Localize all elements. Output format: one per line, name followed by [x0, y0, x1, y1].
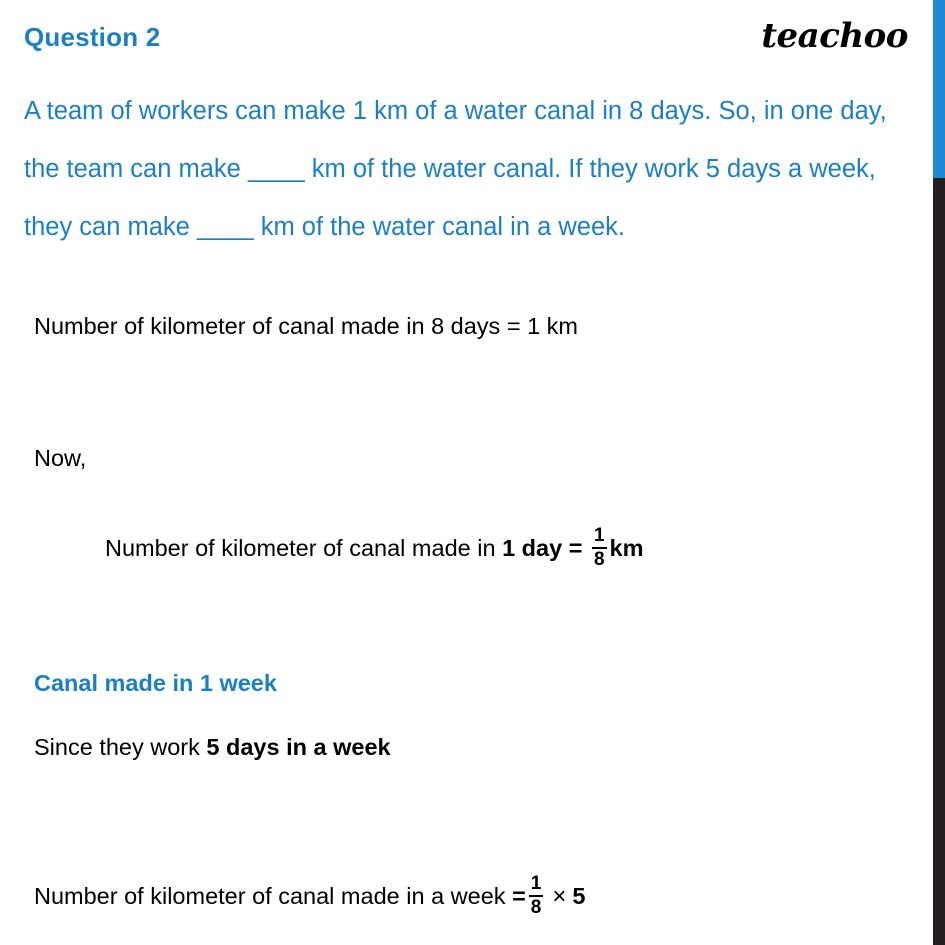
right-edge-dark-bar: [933, 178, 945, 945]
since-prefix: Since they work: [34, 734, 207, 760]
week-multiplier: 5: [572, 883, 586, 910]
solution-week-line: [34, 873, 586, 920]
question-title: Question 2: [24, 22, 161, 52]
question-statement: A team of workers can make 1 km of a water canal in 8 days. So, in one day, the team can make ____ km of the water canal. If they work 5 days a week, they can make ____ km of the water canal in a week.: [24, 97, 887, 241]
week-equals: =: [512, 883, 526, 910]
solution-since-line: [34, 734, 391, 761]
fraction-denominator: 8: [593, 548, 605, 570]
multiply-operator: ×: [552, 883, 567, 911]
solution-line-1: Number of kilometer of canal made in 8 days = 1 km: [34, 313, 579, 339]
solution-now-label: Now,: [34, 445, 87, 471]
fraction-one-eighth-week: [529, 874, 544, 918]
teachoo-logo: teachoo: [761, 16, 908, 56]
one-day-prefix: Number of kilometer of canal made in: [105, 535, 503, 562]
document-header: [0, 0, 933, 62]
solution-one-day-line: [105, 525, 644, 572]
fraction-denominator: 8: [530, 896, 542, 918]
fraction-numerator: 1: [593, 525, 605, 546]
fraction-one-eighth: [592, 526, 607, 570]
since-bold: 5 days in a week: [206, 734, 391, 760]
one-day-unit: km: [609, 535, 644, 562]
week-prefix: Number of kilometer of canal made in a week: [34, 883, 513, 910]
fraction-numerator: 1: [530, 873, 542, 894]
one-day-bold: 1 day =: [502, 535, 589, 562]
solution-subheading: Canal made in 1 week: [34, 670, 277, 696]
right-edge-blue-bar: [933, 0, 945, 178]
